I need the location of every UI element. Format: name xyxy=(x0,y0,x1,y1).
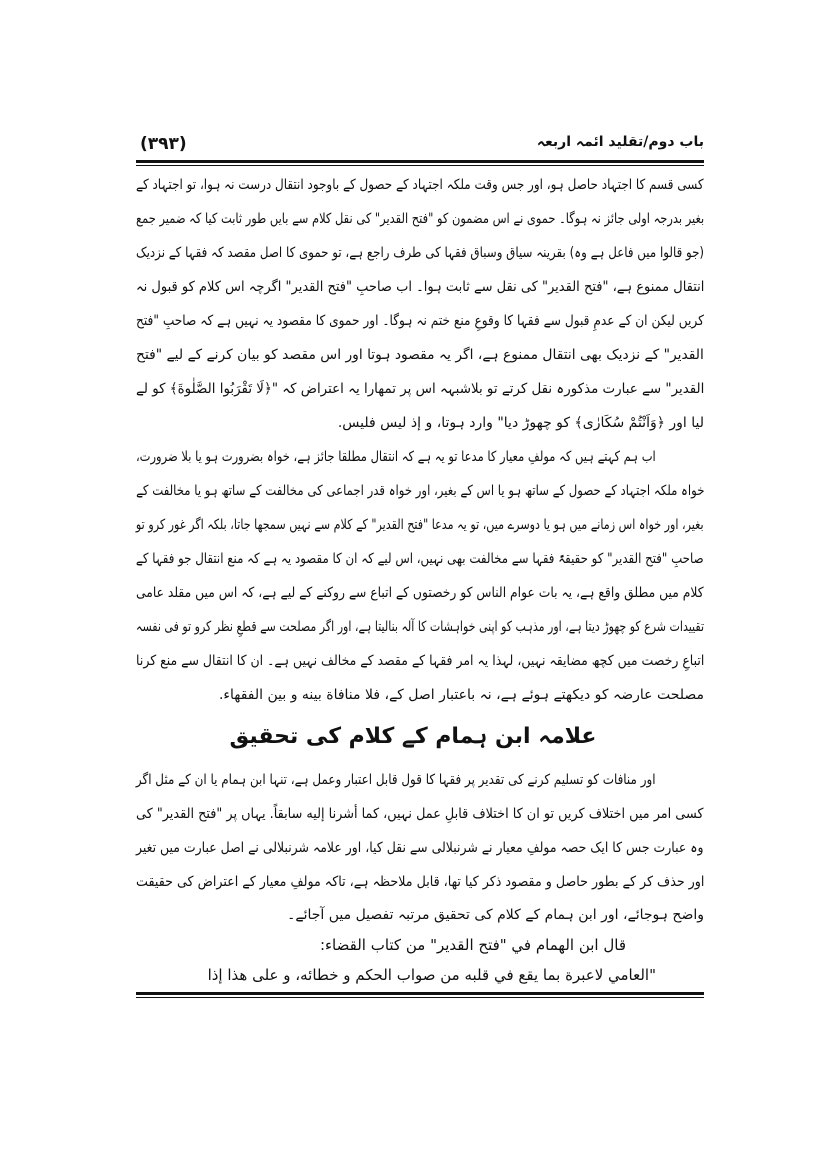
text-line: اتباعِ رخصت میں کچھ مضایقہ نہیں، لہذا یہ امر فقہا کے مقصد کے مخالف نہیں ہے۔ ان کا انتقال سے منع کرنا xyxy=(135,653,704,669)
text-line: تقییدات شرع کو چھوڑ دیتا ہے، اور مذہب کو اپنی خواہشات کا آلہ بنالیتا ہے، اور اگر مصلحت سے قطعِ نظر کرو تو فی نفسہ xyxy=(135,619,704,635)
text-line: کسی امر میں اختلاف کریں تو ان کا اختلاف قابلِ عمل نہیں، کما أشرنا إلیه سابقاً. یہاں پر "فتح القدیر" کی xyxy=(136,806,704,822)
page-number: (۳۹۳) xyxy=(140,134,187,154)
text-line: القدیر" سے عبارت مذکورہ نقل کرتے تو بلاشبہہ اس پر تمھارا یہ اعتراض کہ "﴿لَا تَقْرَبُوا الصَّلٰوةَ﴾ کو لے xyxy=(135,381,704,397)
text-line: وہ عبارت جس کا ایک حصہ مولفِ معیار نے شرنبلالی سے نقل کیا، اور علامہ شرنبلالی نے اصل عبارت میں تغیر xyxy=(136,840,704,856)
text-line: القدیر" کے نزدیک بھی انتقال ممنوع ہے، اگر یہ مقصود ہوتا اور اس مقصد کو بیان کرنے کے لیے "فتح xyxy=(136,347,704,363)
text-line: کلام میں مطلق واقع ہے، یہ بات عوام الناس کو رخصتوں کے اتباع سے روکنے کے لیے ہے، کہ اس میں مقلد عامی xyxy=(136,585,704,601)
text-line: انتقال ممنوع ہے، "فتح القدیر" کی نقل سے ثابت ہوا۔ اب صاحبِ "فتح القدیر" اگرچہ اس کلام کو قبول نہ xyxy=(135,279,704,295)
text-line: مصلحت عارضہ کو دیکھتے ہوئے ہے، نہ باعتبار اصل کے، فلا منافاة بینه و بین الفقهاء. xyxy=(218,687,704,703)
text-line: خواہ ملکہ اجتہاد کے حصول کے ساتھ ہو یا اس کے بغیر، اور خواہ قدر اجماعی کی مخالفت کے ساتھ ہو یا مخالفت کے xyxy=(135,483,704,499)
text-line: واضح ہوجائے، اور ابن ہمام کے کلام کی تحقیق مرتبہ تفصیل میں آجائے۔ xyxy=(287,907,704,923)
text-line: اور حذف کر کے بطور حاصل و مقصود ذکر کیا تھا، قابل ملاحظہ ہے، تاکہ مولفِ معیار کے اعتراض کی حقیقت xyxy=(135,874,704,890)
arabic-quote-intro: قال ابن الهمام في "فتح القدير" من كتاب القضاء: xyxy=(319,936,626,954)
footer-rule xyxy=(136,992,704,998)
text-line: کسی قسم کا اجتہاد حاصل ہو، اور جس وقت ملکہ اجتہاد کے حصول کے باوجود انتقال درست نہ ہوا، تو اجتہاد کے xyxy=(136,177,704,193)
text-line: بغیر، اور خواہ اس زمانے میں ہو یا دوسرے میں، تو یہ مدعا "فتح القدیر" کے کلام سے نہیں سمجھا جاتا، بلکہ اگر غور کرو تو xyxy=(136,517,704,533)
header-rule xyxy=(136,160,704,166)
arabic-quote-text: "العامي لاعبرة بما يقع في قلبه من صواب الحكم و خطائه، و على هذا إذا xyxy=(207,966,656,984)
text-line: صاحبِ "فتح القدیر" کو حقیقۃً فقہا سے مخالفت بھی نہیں، اس لیے کہ ان کا مقصود یہ ہے کہ منع انتقال جو فقہا کے xyxy=(136,551,704,567)
text-line: کریں لیکن ان کے عدمِ قبول سے فقہا کا وقوعِ منع ختم نہ ہوگا۔ اور حموی کا مقصود یہ نہیں ہے کہ صاحبِ "فتح xyxy=(136,313,704,329)
running-head: باب دوم/تقلید ائمہ اربعہ xyxy=(536,134,704,150)
text-line: (جو قالوا میں فاعل ہے وہ) بقرینہ سیاق وسباق فقہا کی طرف راجع ہے، تو حموی کا اصل مقصد کہ فقہا کے نزدیک xyxy=(135,245,704,261)
text-line: اور منافات کو تسلیم کرنے کی تقدیر پر فقہا کا قول قابل اعتبار وعمل ہے، تنہا ابن ہمام یا ان کے مثل اگر xyxy=(136,772,656,788)
section-heading: علامہ ابن ہمام کے کلام کی تحقیق xyxy=(229,724,597,749)
text-line: لیا اور ﴿وَاَنْتُمْ سُکَارٰی﴾ کو چھوڑ دیا" وارد ہوتا، و إذ لیس فلیس. xyxy=(337,415,704,431)
text-line: اب ہم کہتے ہیں کہ مولفِ معیار کا مدعا تو یہ ہے کہ انتقال مطلقا جائز ہے، خواہ بضرورت ہو یا بلا ضرورت، xyxy=(136,449,656,465)
text-line: بغیر بدرجہ اولی جائز نہ ہوگا۔ حموی نے اس مضمون کو "فتح القدیر" کی نقل کلام سے بایں طور ثابت کیا کہ ضمیر جمع xyxy=(135,211,704,227)
